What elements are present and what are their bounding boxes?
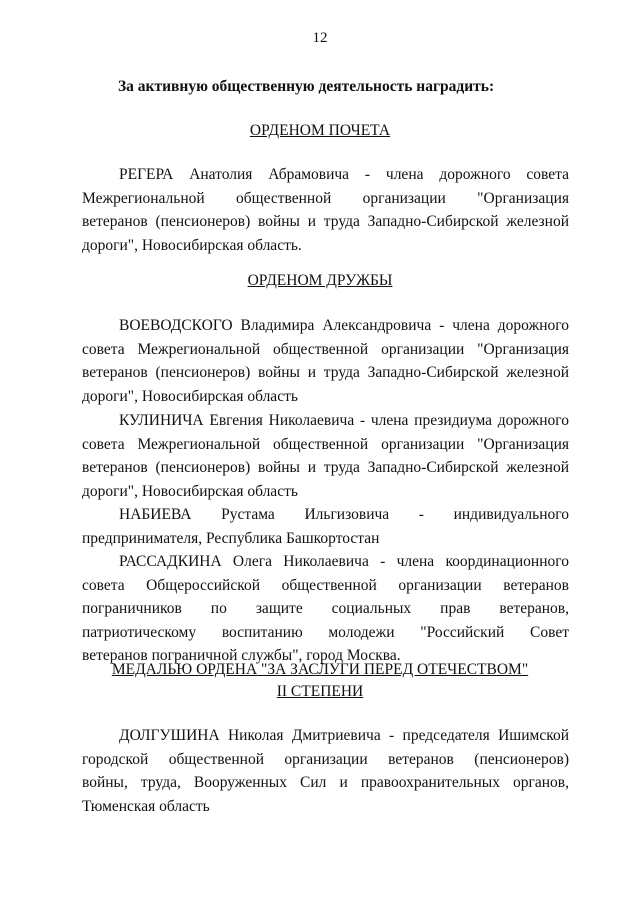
award-entry-line: совета Межрегиональной общественной организации "Организация bbox=[82, 340, 569, 358]
section-heading-line: II СТЕПЕНИ bbox=[276, 683, 364, 700]
section-heading-line: ОРДЕНОМ ДРУЖБЫ bbox=[247, 272, 393, 289]
award-entry-line: НАБИЕВА Рустама Ильгизовича - индивидуального bbox=[119, 506, 569, 523]
award-entry-line: ветеранов (пенсионеров) войны и труда Западно-Сибирской железной bbox=[82, 213, 569, 231]
award-entry-line: совета Межрегиональной общественной организации "Организация bbox=[82, 435, 569, 453]
award-intro: За активную общественную деятельность наградить: bbox=[118, 78, 495, 95]
award-entry-line: предпринимателя, Республика Башкортостан bbox=[82, 529, 380, 547]
award-entry bbox=[82, 314, 569, 408]
award-entry bbox=[82, 724, 569, 818]
section-heading bbox=[0, 272, 640, 290]
award-entry-line: войны, труда, Вооруженных Сил и правоохранительных органов, bbox=[82, 774, 569, 792]
award-entry-line: городской общественной организации ветеранов (пенсионеров) bbox=[82, 750, 569, 768]
award-entry-line: РАССАДКИНА Олега Николаевича - члена координационного bbox=[119, 553, 569, 570]
award-entry bbox=[82, 409, 569, 503]
section-heading bbox=[0, 122, 640, 140]
section-heading-line: МЕДАЛЬЮ ОРДЕНА "ЗА ЗАСЛУГИ ПЕРЕД ОТЕЧЕСТВОМ" bbox=[111, 661, 529, 678]
award-entry-line: РЕГЕРА Анатолия Абрамовича - члена дорожного совета bbox=[119, 166, 569, 183]
award-entry-line: ДОЛГУШИНА Николая Дмитриевича - председателя Ишимской bbox=[119, 727, 569, 744]
award-entry-line: Тюменская область bbox=[82, 797, 210, 815]
award-entry-line: ветеранов (пенсионеров) войны и труда Западно-Сибирской железной bbox=[82, 459, 569, 477]
award-entry bbox=[82, 163, 569, 257]
section-heading bbox=[0, 659, 640, 703]
award-entry-line: пограничников по защите социальных прав ветеранов, bbox=[82, 600, 569, 618]
award-entry-line: дороги", Новосибирская область bbox=[82, 482, 298, 500]
award-entry-line: ветеранов (пенсионеров) войны и труда Западно-Сибирской железной bbox=[82, 364, 569, 382]
award-entry-line: ветеранов пограничной службы", город Москва. bbox=[82, 647, 401, 665]
award-entry-line: совета Общероссийской общественной организации ветеранов bbox=[82, 576, 569, 594]
award-entry-line: дороги", Новосибирская область bbox=[82, 387, 298, 405]
award-entry-line: ВОЕВОДСКОГО Владимира Александровича - члена дорожного bbox=[119, 317, 569, 334]
page-number: 12 bbox=[312, 30, 328, 46]
award-entry-line: патриотическому воспитанию молодежи "Российский Совет bbox=[82, 623, 569, 641]
award-entry-line: Межрегиональной общественной организации "Организация bbox=[82, 189, 569, 207]
section-heading-line: ОРДЕНОМ ПОЧЕТА bbox=[249, 122, 391, 139]
award-entry bbox=[82, 550, 569, 668]
award-entry-line: КУЛИНИЧА Евгения Николаевича - члена президиума дорожного bbox=[119, 412, 569, 429]
award-entry bbox=[82, 503, 569, 550]
award-entry-line: дороги", Новосибирская область. bbox=[82, 236, 302, 254]
